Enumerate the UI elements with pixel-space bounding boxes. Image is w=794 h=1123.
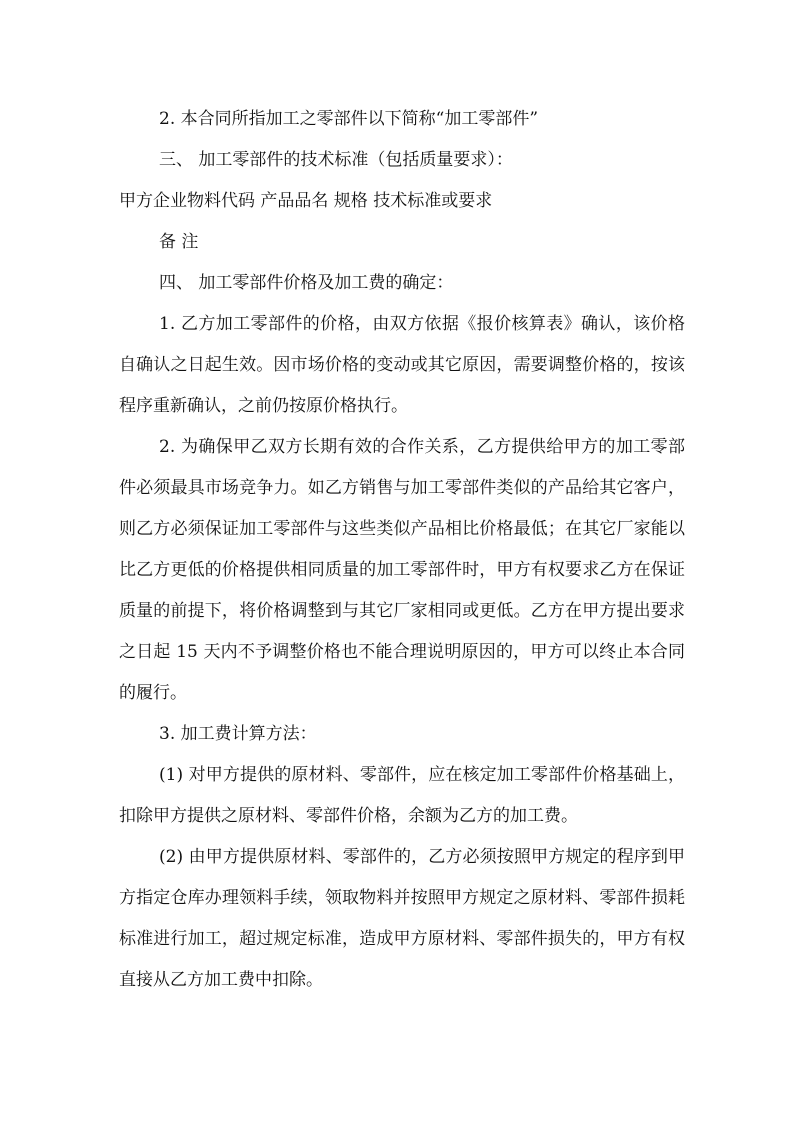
subheading-processing-fee-method: 3. 加工费计算方法： — [159, 724, 317, 744]
table-header-line: 甲方企业物料代码 产品品名 规格 技术标准或要求 — [119, 191, 493, 211]
section-heading-technical-standards: 三、 加工零部件的技术标准（包括质量要求）： — [159, 150, 513, 170]
document-body — [119, 99, 685, 1001]
paragraph-fee-rule-1: (1) 对甲方提供的原材料、零部件，应在核定加工零部件价格基础上，扣除甲方提供之原材料、零部件价格，余额为乙方的加工费。 — [119, 765, 685, 826]
paragraph-price-confirmation: 1. 乙方加工零部件的价格，由双方依据《报价核算表》确认，该价格自确认之日起生效。因市场价格的变动或其它原因，需要调整价格的，按该程序重新确认，之前仍按原价格执行。 — [119, 314, 685, 416]
paragraph-competitive-pricing: 2. 为确保甲乙双方长期有效的合作关系，乙方提供给甲方的加工零部件必须最具市场竞争力。如乙方销售与加工零部件类似的产品给其它客户，则乙方必须保证加工零部件与这些类似产品相比价格最低；在其它厂家能以比乙方更低的价格提供相同质量的加工零部件时，甲方有权要求乙方在保证质量的前提下，将价格调整到与其它厂家相同或更低。乙方在甲方提出要求之日起 15 天内不予调整价格也不能合理说明原因的，甲方可以终止本合同的履行。 — [119, 437, 685, 703]
table-header-remarks: 备 注 — [159, 232, 199, 252]
section-heading-price-determination: 四、 加工零部件价格及加工费的确定： — [159, 273, 454, 293]
paragraph-part-naming: 2. 本合同所指加工之零部件以下简称“加工零部件” — [159, 109, 539, 129]
paragraph-fee-rule-2: (2) 由甲方提供原材料、零部件的，乙方必须按照甲方规定的程序到甲方指定仓库办理领料手续，领取物料并按照甲方规定之原材料、零部件损耗标准进行加工，超过规定标准，造成甲方原材料、零部件损失的，甲方有权直接从乙方加工费中扣除。 — [119, 847, 685, 990]
